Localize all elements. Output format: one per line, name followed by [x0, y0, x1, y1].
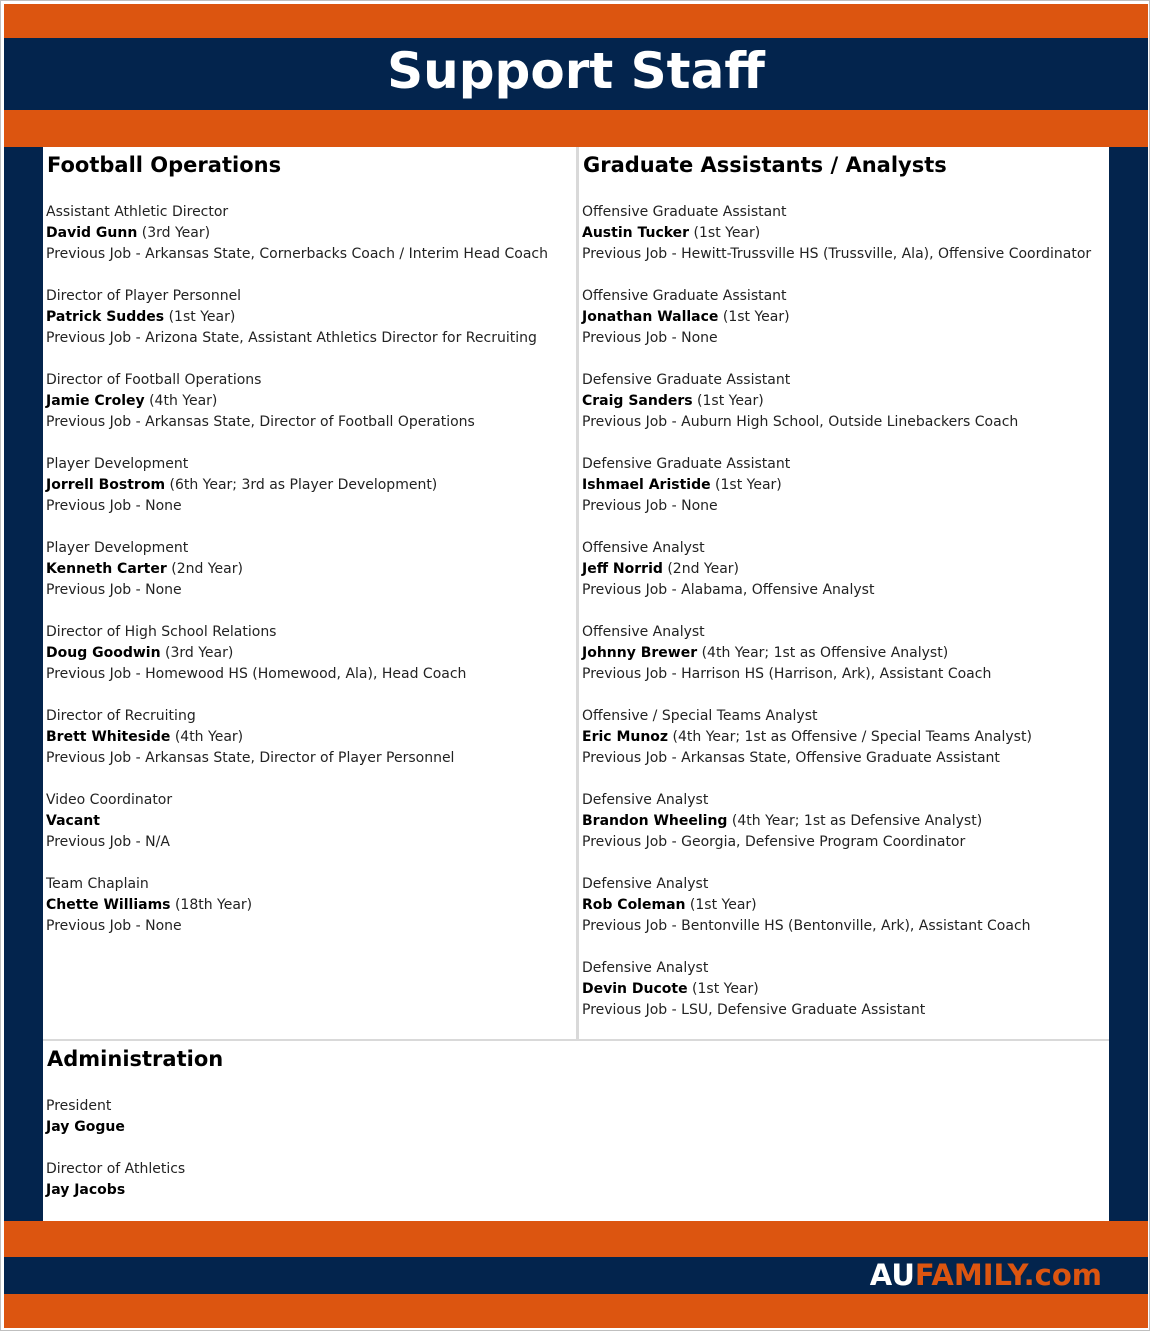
staff-name: Austin Tucker [582, 225, 690, 241]
staff-previous-job: Previous Job - Bentonville HS (Bentonville, Ark), Assistant Coach [582, 918, 1031, 934]
staff-entry [46, 538, 548, 601]
staff-name: David Gunn [46, 225, 138, 241]
staff-name: Brett Whiteside [46, 729, 171, 745]
staff-previous-job: Previous Job - Alabama, Offensive Analyst [582, 582, 875, 598]
footer-orange-stripe [4, 1221, 1148, 1257]
page-title: Support Staff [387, 42, 765, 100]
staff-name-line [46, 895, 548, 916]
staff-role: Defensive Analyst [582, 792, 709, 808]
staff-tenure: (2nd Year) [662, 561, 740, 577]
staff-role: Offensive Analyst [582, 624, 705, 640]
administration-section [43, 1041, 1109, 1221]
staff-name-line [582, 811, 1091, 832]
staff-tenure: (4th Year; 1st as Offensive Analyst) [697, 645, 949, 661]
staff-role: Director of Recruiting [46, 708, 196, 724]
staff-name: Jay Jacobs [46, 1182, 126, 1198]
staff-role: Video Coordinator [46, 792, 173, 808]
staff-previous-job: Previous Job - Arizona State, Assistant Athletics Director for Recruiting [46, 330, 537, 346]
staff-entry [582, 958, 1091, 1021]
header-banner [4, 38, 1148, 110]
section-title: Administration [47, 1047, 224, 1071]
staff-tenure: (3rd Year) [160, 645, 234, 661]
staff-tenure: (6th Year; 3rd as Player Development) [165, 477, 438, 493]
staff-previous-job: Previous Job - Arkansas State, Director of Player Personnel [46, 750, 455, 766]
staff-name: Eric Munoz [582, 729, 669, 745]
staff-name: Brandon Wheeling [582, 813, 728, 829]
graduate-assistants-section [579, 147, 1109, 1039]
staff-entry [582, 370, 1091, 433]
staff-role: Offensive Graduate Assistant [582, 288, 787, 304]
staff-entry [46, 706, 548, 769]
staff-previous-job: Previous Job - None [582, 498, 718, 514]
staff-role: Defensive Graduate Assistant [582, 456, 791, 472]
staff-role: Team Chaplain [46, 876, 149, 892]
staff-entry [582, 454, 1091, 517]
staff-entry [46, 622, 548, 685]
logo-family: FAMILY.com [914, 1258, 1102, 1292]
staff-tenure: (1st Year) [164, 309, 236, 325]
staff-role: Director of Athletics [46, 1161, 186, 1177]
staff-role: Defensive Graduate Assistant [582, 372, 791, 388]
staff-tenure: (3rd Year) [137, 225, 211, 241]
staff-role: Offensive / Special Teams Analyst [582, 708, 818, 724]
staff-tenure: (18th Year) [170, 897, 253, 913]
staff-tenure: (4th Year; 1st as Defensive Analyst) [727, 813, 983, 829]
staff-entry [582, 790, 1091, 853]
staff-entry [46, 1096, 185, 1138]
staff-entry [582, 202, 1091, 265]
staff-previous-job: Previous Job - None [46, 918, 182, 934]
staff-name: Devin Ducote [582, 981, 688, 997]
football-operations-section [43, 147, 576, 1039]
staff-name: Craig Sanders [582, 393, 693, 409]
section-title: Graduate Assistants / Analysts [583, 153, 947, 177]
aufamily-logo[interactable] [870, 1257, 1102, 1294]
staff-role: President [46, 1098, 112, 1114]
staff-role: Defensive Analyst [582, 960, 709, 976]
staff-tenure: (4th Year) [144, 393, 218, 409]
top-orange-stripe [4, 4, 1148, 38]
staff-name-line [582, 223, 1091, 244]
section-title: Football Operations [47, 153, 282, 177]
staff-name: Patrick Suddes [46, 309, 165, 325]
staff-entry [46, 286, 548, 349]
staff-entry [582, 538, 1091, 601]
staff-entry [582, 706, 1091, 769]
staff-previous-job: Previous Job - None [582, 330, 718, 346]
staff-entry [46, 874, 548, 937]
staff-tenure: (1st Year) [685, 897, 757, 913]
staff-entry [582, 874, 1091, 937]
staff-role: Assistant Athletic Director [46, 204, 229, 220]
staff-name-line [582, 307, 1091, 328]
staff-previous-job: Previous Job - Harrison HS (Harrison, Ark), Assistant Coach [582, 666, 992, 682]
staff-name: Jeff Norrid [582, 561, 663, 577]
staff-name-line [46, 1117, 185, 1138]
staff-tenure: (4th Year) [170, 729, 244, 745]
staff-list [46, 1096, 185, 1222]
staff-name: Johnny Brewer [582, 645, 698, 661]
staff-name-line [46, 223, 548, 244]
staff-name-line [46, 1180, 185, 1201]
staff-entry [582, 622, 1091, 685]
staff-name: Jonathan Wallace [582, 309, 719, 325]
staff-previous-job: Previous Job - Hewitt-Trussville HS (Trussville, Ala), Offensive Coordinator [582, 246, 1092, 262]
logo-au: AU [869, 1258, 915, 1292]
staff-role: Offensive Graduate Assistant [582, 204, 787, 220]
staff-name-line [582, 475, 1091, 496]
staff-name-line [582, 727, 1091, 748]
staff-tenure: (4th Year; 1st as Offensive / Special Teams Analyst) [668, 729, 1032, 745]
staff-name: Jamie Croley [46, 393, 145, 409]
staff-role: Director of Football Operations [46, 372, 262, 388]
staff-name: Jorrell Bostrom [46, 477, 166, 493]
staff-entry [582, 286, 1091, 349]
staff-name-line [46, 391, 548, 412]
column-divider [576, 147, 579, 1041]
staff-role: Director of Player Personnel [46, 288, 242, 304]
staff-name-line [46, 643, 548, 664]
staff-name-line [46, 727, 548, 748]
staff-tenure: (1st Year) [718, 309, 790, 325]
staff-name: Kenneth Carter [46, 561, 167, 577]
orange-stripe [4, 110, 1148, 147]
staff-list [582, 202, 1091, 1042]
staff-name: Ishmael Aristide [582, 477, 711, 493]
staff-tenure: (2nd Year) [166, 561, 243, 577]
staff-previous-job: Previous Job - Homewood HS (Homewood, Ala), Head Coach [46, 666, 467, 682]
staff-name-line [582, 979, 1091, 1000]
staff-previous-job: Previous Job - Georgia, Defensive Program Coordinator [582, 834, 966, 850]
staff-role: Player Development [46, 540, 189, 556]
staff-entry [46, 790, 548, 853]
staff-name: Jay Gogue [46, 1119, 125, 1135]
staff-entry [46, 1159, 185, 1201]
staff-previous-job: Previous Job - Auburn High School, Outside Linebackers Coach [582, 414, 1019, 430]
staff-name-line [46, 811, 548, 832]
staff-name: Chette Williams [46, 897, 171, 913]
staff-name-line [46, 475, 548, 496]
staff-entry [46, 370, 548, 433]
staff-entry [46, 202, 548, 265]
staff-tenure: (1st Year) [689, 225, 761, 241]
staff-previous-job: Previous Job - None [46, 582, 182, 598]
staff-role: Player Development [46, 456, 189, 472]
staff-role: Defensive Analyst [582, 876, 709, 892]
staff-previous-job: Previous Job - Arkansas State, Cornerbacks Coach / Interim Head Coach [46, 246, 548, 262]
staff-name-line [46, 307, 548, 328]
staff-role: Director of High School Relations [46, 624, 277, 640]
staff-role: Offensive Analyst [582, 540, 705, 556]
staff-name-line [582, 895, 1091, 916]
staff-name-line [582, 643, 1091, 664]
staff-previous-job: Previous Job - N/A [46, 834, 170, 850]
staff-name-line [582, 391, 1091, 412]
staff-tenure: (1st Year) [692, 393, 764, 409]
staff-name: Vacant [46, 813, 100, 829]
staff-previous-job: Previous Job - None [46, 498, 182, 514]
staff-name: Doug Goodwin [46, 645, 161, 661]
staff-name-line [46, 559, 548, 580]
staff-tenure: (1st Year) [687, 981, 759, 997]
staff-name: Rob Coleman [582, 897, 686, 913]
staff-previous-job: Previous Job - Arkansas State, Offensive Graduate Assistant [582, 750, 1000, 766]
bottom-orange-stripe [4, 1294, 1148, 1328]
staff-tenure: (1st Year) [710, 477, 782, 493]
staff-list [46, 202, 548, 958]
staff-previous-job: Previous Job - Arkansas State, Director of Football Operations [46, 414, 475, 430]
staff-name-line [582, 559, 1091, 580]
staff-previous-job: Previous Job - LSU, Defensive Graduate Assistant [582, 1002, 926, 1018]
staff-entry [46, 454, 548, 517]
